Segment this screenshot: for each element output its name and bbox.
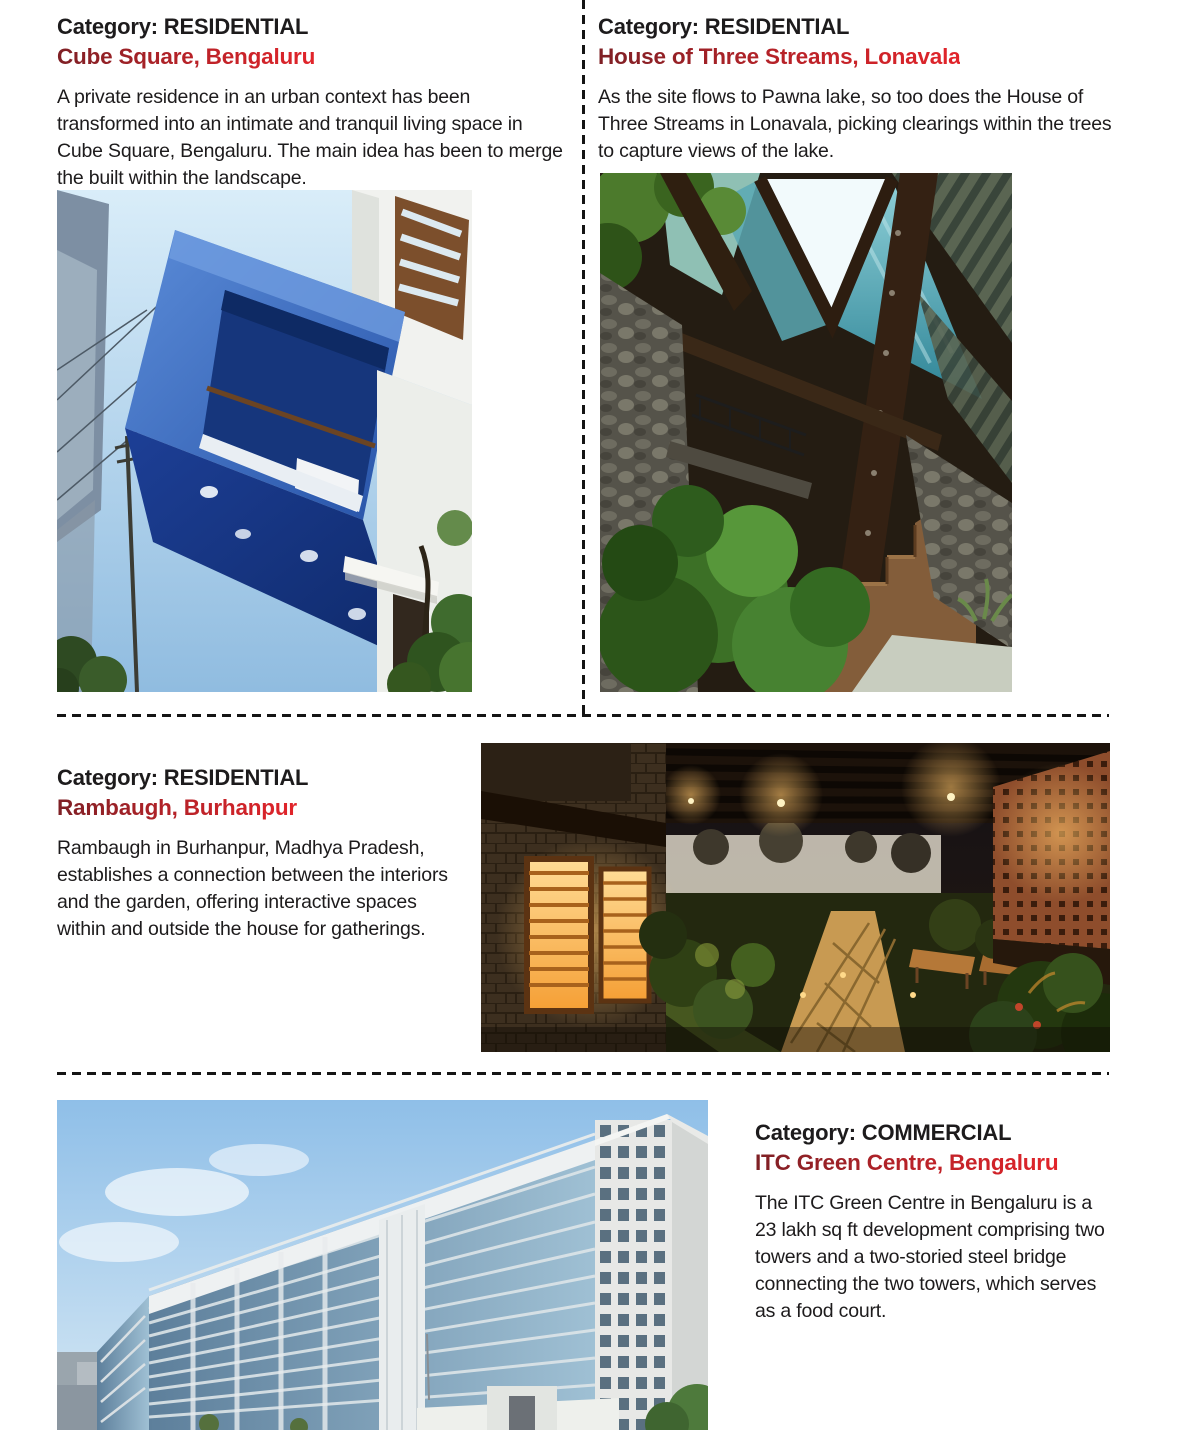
horizontal-divider-top bbox=[57, 714, 1109, 717]
section-house-of-three-streams bbox=[598, 12, 1118, 165]
itc-green-centre-photo bbox=[57, 1100, 708, 1430]
project-title: Cube Square, Bengaluru bbox=[57, 42, 315, 72]
project-title: ITC Green Centre, Bengaluru bbox=[755, 1148, 1058, 1178]
cube-square-photo bbox=[57, 190, 472, 692]
section-cube-square bbox=[57, 12, 567, 192]
category-label: Category: RESIDENTIAL bbox=[598, 14, 850, 39]
section-itc-green-centre bbox=[755, 1118, 1113, 1325]
vertical-divider bbox=[582, 0, 585, 714]
category-label: Category: RESIDENTIAL bbox=[57, 765, 309, 790]
project-title: House of Three Streams, Lonavala bbox=[598, 42, 960, 72]
project-title: Rambaugh, Burhanpur bbox=[57, 793, 297, 823]
category-label: Category: COMMERCIAL bbox=[755, 1120, 1012, 1145]
house-of-three-streams-photo bbox=[600, 173, 1012, 692]
horizontal-divider-bottom bbox=[57, 1072, 1109, 1075]
section-rambaugh bbox=[57, 763, 465, 943]
project-description: A private residence in an urban context has been transformed into an intimate and tranquil living space in Cube Square, Bengaluru. The main idea has been to merge the built within the landscape. bbox=[57, 86, 563, 189]
rambaugh-photo bbox=[481, 743, 1110, 1052]
category-label: Category: RESIDENTIAL bbox=[57, 14, 309, 39]
project-description: As the site flows to Pawna lake, so too does the House of Three Streams in Lonavala, picking clearings within the trees to capture views of the lake. bbox=[598, 86, 1112, 162]
project-description: Rambaugh in Burhanpur, Madhya Pradesh, establishes a connection between the interiors and the garden, offering interactive spaces within and outside the house for gatherings. bbox=[57, 837, 448, 940]
project-description: The ITC Green Centre in Bengaluru is a 23 lakh sq ft development comprising two towers and a two-storied steel bridge connecting the two towers, which serves as a food court. bbox=[755, 1192, 1105, 1322]
